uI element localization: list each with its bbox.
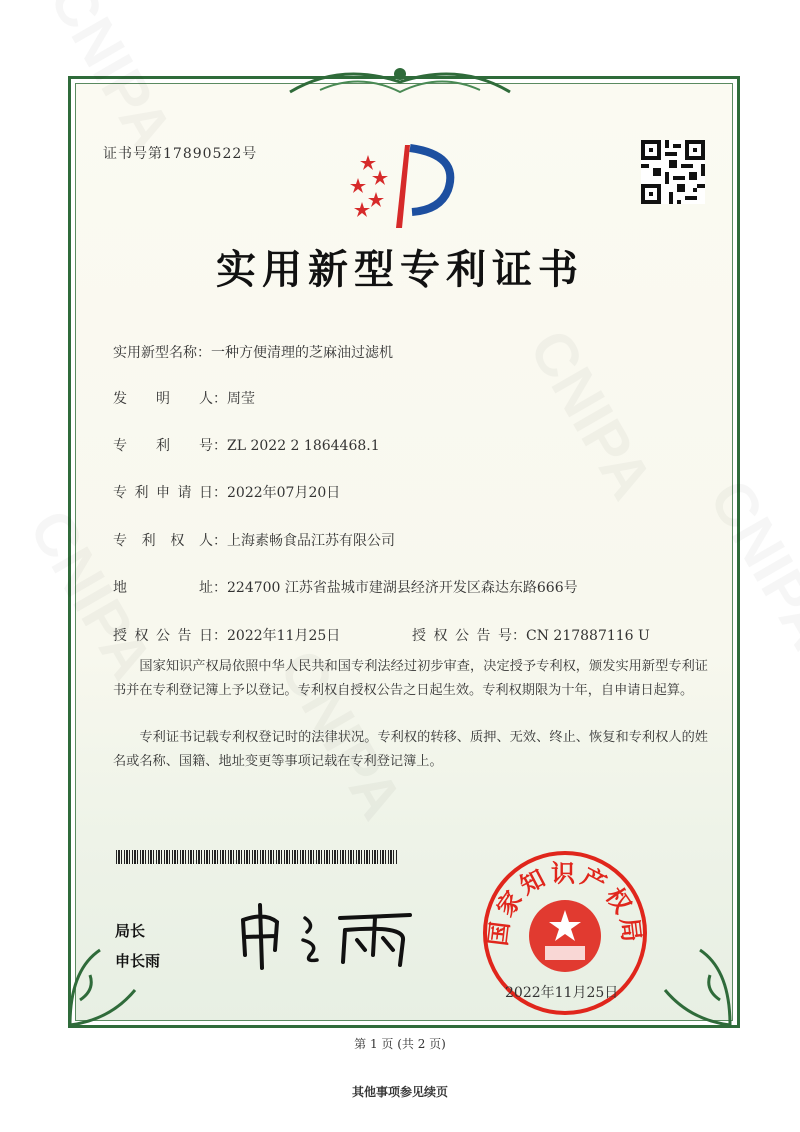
seal-date: 2022年11月25日 <box>505 985 619 1001</box>
top-ornament <box>280 62 520 102</box>
field-utility-model-name: 实用新型名称：一种方便清理的芝麻油过滤机 <box>113 345 393 361</box>
signatory-name: 申长雨 <box>115 952 161 970</box>
barcode <box>116 850 398 864</box>
certificate-number: 证书号第17890522号 <box>103 146 258 162</box>
field-address: 地址：224700 江苏省盐城市建湖县经济开发区森达东路666号 <box>113 580 578 596</box>
field-patentee: 专利权人：上海素畅食品江苏有限公司 <box>113 533 395 549</box>
certificate-title: 实用新型专利证书 <box>216 246 584 293</box>
signatory-title: 局长 <box>115 922 146 940</box>
signature <box>235 900 420 970</box>
field-patent-number: 专利号：ZL 2022 2 1864468.1 <box>113 438 380 454</box>
page-indicator: 第 1 页 (共 2 页) <box>354 1037 446 1051</box>
paragraph-legal-status: 专利证书记载专利权登记时的法律状况。专利权的转移、质押、无效、终止、恢复和专利权人的姓名或名称、国籍、地址变更等事项记载在专利登记簿上。 <box>113 730 708 769</box>
cnipa-logo <box>340 140 465 230</box>
field-grant-number: 授权公告号：CN 217887116 U <box>412 628 650 644</box>
field-application-date: 专利申请日：2022年07月20日 <box>113 485 341 501</box>
field-grant-date: 授权公告日：2022年11月25日 <box>113 628 341 644</box>
corner-ornament-left <box>60 930 140 1030</box>
field-inventor: 发明人：周莹 <box>113 391 255 407</box>
corner-ornament-right <box>660 930 740 1030</box>
qr-code[interactable] <box>641 140 705 204</box>
paragraph-grant: 国家知识产权局依照中华人民共和国专利法经过初步审查，决定授予专利权，颁发实用新型专利证书并在专利登记簿上予以登记。专利权自授权公告之日起生效。专利权期限为十年，自申请日起算。 <box>113 659 708 698</box>
seal-text: 国家知识产权局 <box>483 859 647 948</box>
footer-note: 其他事项参见续页 <box>351 1085 448 1099</box>
